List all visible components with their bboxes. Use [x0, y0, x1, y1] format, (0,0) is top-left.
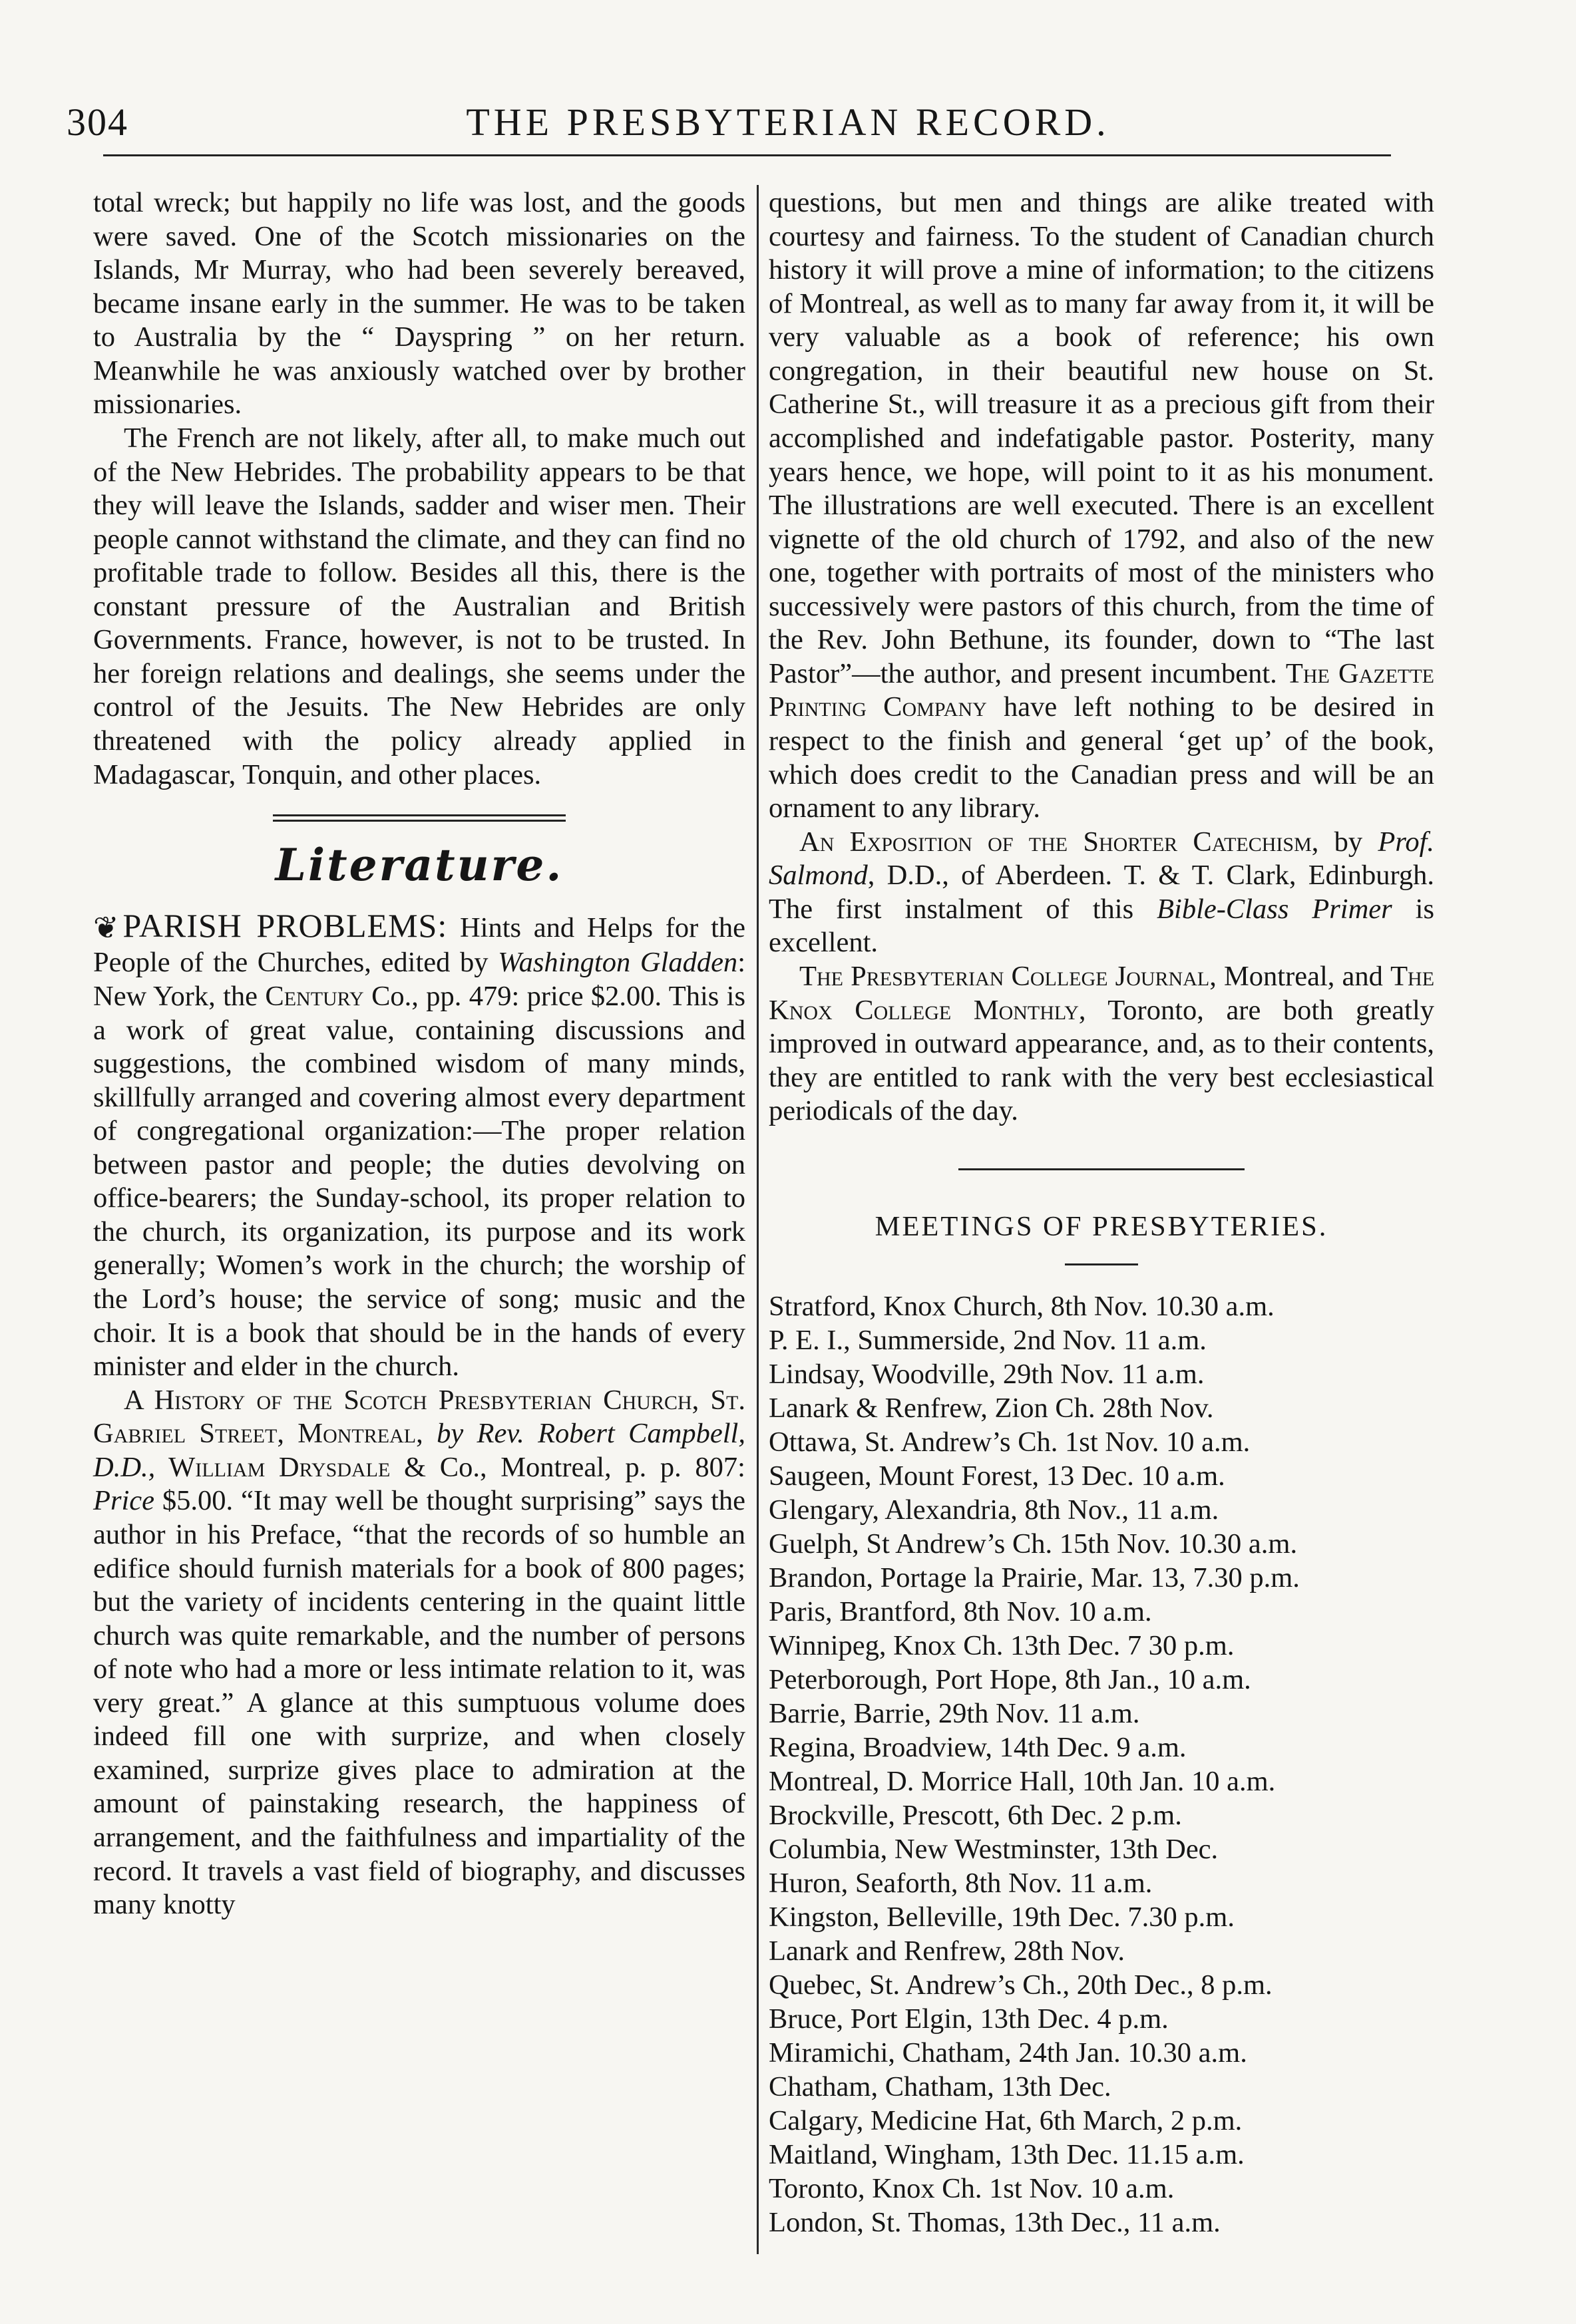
meeting-item: Peterborough, Port Hope, 8th Jan., 10 a.m. — [769, 1664, 1251, 1696]
meeting-item: Huron, Seaforth, 8th Nov. 11 a.m. — [769, 1868, 1153, 1900]
left-column — [93, 186, 745, 1922]
review-title: PARISH PROBLEMS: — [122, 906, 448, 944]
header-rule — [103, 154, 1391, 156]
section-divider — [273, 814, 566, 822]
meeting-item: Maitland, Wingham, 13th Dec. 11.15 a.m. — [769, 2139, 1245, 2171]
review-continuation: questions, but men and things are alike treated with courtesy and fairness. To the student of Canadian church history it will prove a mine of information; to the citizens of Montreal, as well as to many far away from it, it will be very valuable as a book of reference; his own congregation, in their beautiful new house on St. Catherine St., will treasure it as a precious gift from their accomplished and indefatigable pastor. Posterity, many years hence, we hope, will point to it as his monument. The illustrations are well executed. There is an excellent vignette of the old church of 1792, and also of the new one, together with portraits of most of the ministers who successively were pastors of this church, from the time of the Rev. John Bethune, its founder, down to “The last Pastor”—the author, and present incumbent. The Gazette Printing Company have left nothing to be desired in respect to the finish and general ‘get up’ of the book, which does credit to the Canadian press and will be an ornament to any library. — [769, 187, 1434, 824]
review-scotch-church-history: A History of the Scotch Presbyterian Church, St. Gabriel Street, Montreal, by Rev. Robert Campbell, D.D., William Drysdale & Co., Montreal, p. p. 807: Price $5.00. “It may well be thought surprising” says the author in his Preface, “that the records of so humble an edifice should furnish materials for a book of 800 pages; but the variety of incidents centering in the quaint little church was quite remarkable, and the number of persons of note who had a more or less intimate relation to it, was very great.” A glance at this sumptuous volume does indeed fill one with surprize, and when closely examined, surprize gives place to admiration at the amount of painstaking research, the happiness of arrangement, and the faithfulness and impartiality of the record. It travels a vast field of biography, and discusses many knotty — [93, 1384, 745, 1921]
meeting-item: Stratford, Knox Church, 8th Nov. 10.30 a.m. — [769, 1291, 1275, 1323]
review-college-journals: The Presbyterian College Journal, Montreal, and The Knox College Monthly, Toronto, are both greatly improved in outward appearance, and, as to their contents, they are entitled to rank with the very best ecclesiastical periodicals of the day. — [769, 960, 1435, 1127]
meeting-item: Lanark and Renfrew, 28th Nov. — [769, 1935, 1125, 1967]
journal-title: The Presbyterian College Journal — [799, 960, 1210, 992]
heading-rule — [1065, 1263, 1138, 1265]
right-column — [769, 186, 1434, 2240]
running-header — [67, 100, 1509, 153]
meeting-item: Columbia, New Westminster, 13th Dec. — [769, 1834, 1219, 1866]
meeting-item: Montreal, D. Morrice Hall, 10th Jan. 10 a.m. — [769, 1766, 1276, 1798]
meeting-item: Guelph, St Andrew’s Ch. 15th Nov. 10.30 a.m. — [769, 1528, 1298, 1560]
literature-heading: Literature. — [275, 839, 564, 892]
meeting-item: Calgary, Medicine Hat, 6th March, 2 p.m. — [769, 2105, 1243, 2137]
meeting-item: P. E. I., Summerside, 2nd Nov. 11 a.m. — [769, 1325, 1207, 1357]
review-publisher: Century — [265, 980, 364, 1012]
meeting-item: Brockville, Prescott, 6th Dec. 2 p.m. — [769, 1800, 1182, 1832]
meeting-item: Paris, Brantford, 8th Nov. 10 a.m. — [769, 1596, 1152, 1628]
meeting-item: Toronto, Knox Ch. 1st Nov. 10 a.m. — [769, 2173, 1175, 2205]
review-title: An Exposition of the Shorter Catechism, — [799, 826, 1319, 858]
review-shorter-catechism: An Exposition of the Shorter Catechism, by Prof. Salmond, D.D., of Aberdeen. T. & T. Clark, Edinburgh. The first instalment of this Bible-Class Primer is excellent. — [769, 826, 1434, 959]
review-author: Prof. Salmond — [769, 826, 1434, 892]
meeting-item: Saugeen, Mount Forest, 13 Dec. 10 a.m. — [769, 1460, 1225, 1492]
review-editor: Washington Gladden — [498, 947, 738, 979]
meetings-heading: MEETINGS OF PRESBYTERIES. — [875, 1210, 1328, 1242]
meeting-item: Miramichi, Chatham, 24th Jan. 10.30 a.m. — [769, 2037, 1247, 2069]
journal-title: The Knox College Monthly — [769, 960, 1435, 1026]
section-divider — [958, 1168, 1245, 1170]
review-title: A History of the Scotch Presbyterian Church, St. Gabriel Street, Montreal, — [93, 1384, 745, 1450]
printer-name: The Gazette Printing Company — [769, 657, 1434, 723]
meeting-item: Ottawa, St. Andrew’s Ch. 1st Nov. 10 a.m. — [769, 1426, 1251, 1458]
meetings-list — [769, 1289, 1434, 2240]
review-author: Rev. Robert Campbell, D.D., — [93, 1418, 745, 1483]
review-publisher: William Drysdale — [155, 1451, 391, 1483]
review-parish-problems: ❦ PARISH PROBLEMS: Hints and Helps for the People of the Churches, edited by Washington Gladden: New York, the Century Co., pp. 479: price $2.00. This is a work of great value, containing discussions and suggestions, the combined wisdom of many minds, skillfully arranged and covering almost every department of congregational organization:—The proper relation between pastor and people; the duties devolving on office-bearers; the Sunday-school, its proper relation to the church, its organization, its purpose and its work generally; Women’s work in the church; the worship of the Lord’s house; the service of song; music and the choir. It is a book that should be in the hands of every minister and elder in the church. — [93, 906, 746, 1383]
meeting-item: Brandon, Portage la Prairie, Mar. 13, 7.30 p.m. — [769, 1562, 1300, 1594]
column-divider — [757, 185, 759, 2254]
meeting-item: Lindsay, Woodville, 29th Nov. 11 a.m. — [769, 1359, 1205, 1391]
page-number: 304 — [67, 100, 128, 144]
meeting-item: Barrie, Barrie, 29th Nov. 11 a.m. — [769, 1698, 1140, 1730]
paragraph-new-hebrides-wreck: total wreck; but happily no life was lost, and the goods were saved. One of the Scotch missionaries on the Islands, Mr Murray, who had been severely bereaved, became insane early in the summer. He was to be taken to Australia by the “ Dayspring ” on her return. Meanwhile he was anxiously watched over by brother missionaries. — [93, 187, 745, 420]
meeting-item: Winnipeg, Knox Ch. 13th Dec. 7 30 p.m. — [769, 1630, 1235, 1662]
meeting-item: Glengary, Alexandria, 8th Nov., 11 a.m. — [769, 1494, 1219, 1526]
meeting-item: London, St. Thomas, 13th Dec., 11 a.m. — [769, 2207, 1221, 2239]
meeting-item: Kingston, Belleville, 19th Dec. 7.30 p.m. — [769, 1902, 1235, 1933]
running-title: THE PRESBYTERIAN RECORD. — [466, 100, 1110, 144]
paragraph-french-new-hebrides: The French are not likely, after all, to make much out of the New Hebrides. The probability appears to be that they will leave the Islands, sadder and wiser men. Their people cannot withstand the climate, and they can find no profitable trade to follow. Besides all this, there is the constant pressure of the Australian and British Governments. France, however, is not to be trusted. In her foreign relations and dealings, she seems under the control of the Jesuits. The New Hebrides are only threatened with the policy already applied in Madagascar, Tonquin, and other places. — [93, 422, 745, 790]
ornament-icon: ❦ — [93, 910, 119, 945]
meeting-item: Quebec, St. Andrew’s Ch., 20th Dec., 8 p.m. — [769, 1969, 1273, 2001]
meeting-item: Bruce, Port Elgin, 13th Dec. 4 p.m. — [769, 2003, 1169, 2035]
meeting-item: Lanark & Renfrew, Zion Ch. 28th Nov. — [769, 1393, 1214, 1424]
meeting-item: Regina, Broadview, 14th Dec. 9 a.m. — [769, 1732, 1187, 1764]
meeting-item: Chatham, Chatham, 13th Dec. — [769, 2071, 1111, 2103]
